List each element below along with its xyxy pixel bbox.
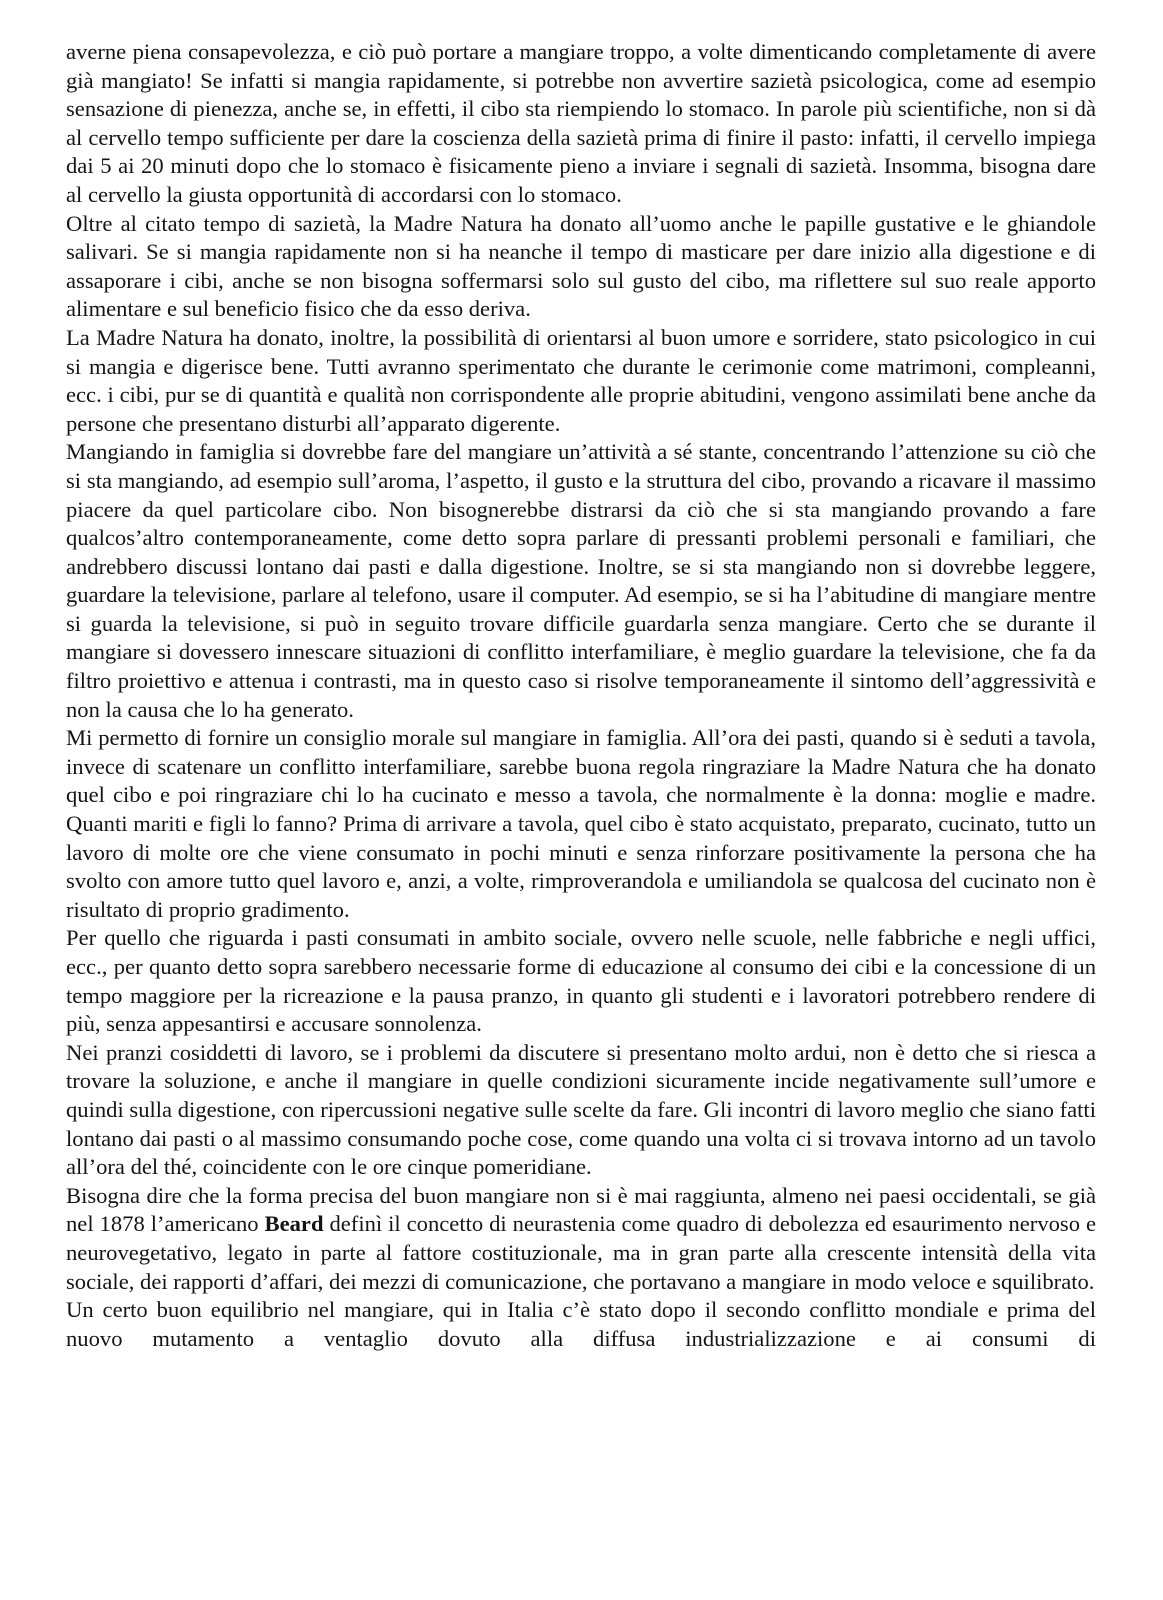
paragraph-moral-advice: Mi permetto di fornire un consiglio morale sul mangiare in famiglia. All’ora dei pasti, quando si è seduti a tavola, invece di scatenare un conflitto interfamiliare, sarebbe buona regola ringraziare la Madre Natura che ha donato quel cibo e poi ringraziare chi lo ha cucinato e messo a tavola, che normalmente è la donna: moglie e madre. Quanti mariti e figli lo fanno? Prima di arrivare a tavola, quel cibo è stato acquistato, preparato, cucinato, tutto un lavoro di molte ore che viene consumato in pochi minuti e senza rinforzare positivamente la persona che ha svolto con amore tutto quel lavoro e, anzi, a volte, rimproverandola e umiliandola se qualcosa del cucinato non è risultato di proprio gradimento. [66, 725, 1096, 922]
document-page [66, 38, 1096, 1353]
paragraph-taste-buds: Oltre al citato tempo di sazietà, la Madre Natura ha donato all’uomo anche le papille gustative e le ghiandole salivari. Se si mangia rapidamente non si ha neanche il tempo di masticare per dare inizio alla digestione e di assaporare i cibi, anche se non bisogna soffermarsi solo sul gusto del cibo, ma riflettere sul suo reale apporto alimentare e sul beneficio fisico che da esso deriva. [66, 210, 1096, 322]
paragraph-satiety: averne piena consapevolezza, e ciò può portare a mangiare troppo, a volte dimenticando completamente di avere già mangiato! Se infatti si mangia rapidamente, si potrebbe non avvertire sazietà psicologica, come ad esempio sensazione di pienezza, anche se, in effetti, il cibo sta riempiendo lo stomaco. In parole più scientifiche, non si dà al cervello tempo sufficiente per dare la coscienza della sazietà prima di finire il pasto: infatti, il cervello impiega dai 5 ai 20 minuti dopo che lo stomaco è fisicamente pieno a inviare i segnali di sazietà. Insomma, bisogna dare al cervello la giusta opportunità di accordarsi con lo stomaco. [66, 39, 1096, 207]
paragraph-italy-balance: Un certo buon equilibrio nel mangiare, qui in Italia c’è stato dopo il secondo conflitto mondiale e prima del nuovo mutamento a ventaglio dovuto alla diffusa industrializzazione e ai consumi di [66, 1297, 1096, 1351]
paragraph-work-lunches: Nei pranzi cosiddetti di lavoro, se i problemi da discutere si presentano molto ardui, non è detto che si riesca a trovare la soluzione, e anche il mangiare in quelle condizioni sicuramente incide negativamente sull’umore e quindi sulla digestione, con ripercussioni negative sulle scelte da fare. Gli incontri di lavoro meglio che siano fatti lontano dai pasti o al massimo consumando poche cose, come quando una volta ci si trovava intorno ad un tavolo all’ora del thé, coincidente con le ore cinque pomeridiane. [66, 1039, 1096, 1180]
beard-text-after: definì il concetto di neurastenia come quadro di debolezza ed esaurimento nervoso e neurovegetativo, legato in parte al fattore costituzionale, ma in gran parte alla crescente intensità della vita sociale, dei rapporti d’affari, dei mezzi di comunicazione, che portavano a mangiare in modo veloce e squilibrato. [66, 1211, 1096, 1294]
paragraph-social-meals: Per quello che riguarda i pasti consumati in ambito sociale, ovvero nelle scuole, nelle fabbriche e negli uffici, ecc., per quanto detto sopra sarebbero necessarie forme di educazione al consumo dei cibi e la concessione di un tempo maggiore per la ricreazione e la pausa pranzo, in quanto gli studenti e i lavoratori potrebbero rendere di più, senza appesantirsi e accusare sonnolenza. [66, 925, 1096, 1037]
beard-name: Beard [264, 1211, 324, 1237]
paragraph-good-mood: La Madre Natura ha donato, inoltre, la possibilità di orientarsi al buon umore e sorridere, stato psicologico in cui si mangia e digerisce bene. Tutti avranno sperimentato che durante le cerimonie come matrimoni, compleanni, ecc. i cibi, pur se di quantità e qualità non corrispondente alle proprie abitudini, vengono assimilati bene anche da persone che presentano disturbi all’apparato digerente. [66, 324, 1096, 436]
beard-text-before: Bisogna dire che la forma precisa del buon mangiare non si è mai raggiunta, almeno nei paesi occidentali, se già nel 1878 l’americano [66, 1182, 1096, 1237]
paragraph-neurasthenia [66, 1182, 1096, 1296]
paragraph-family-eating: Mangiando in famiglia si dovrebbe fare del mangiare un’attività a sé stante, concentrando l’attenzione su ciò che si sta mangiando, ad esempio sull’aroma, l’aspetto, il gusto e la struttura del cibo, provando a ricavare il massimo piacere da quel particolare cibo. Non bisognerebbe distrarsi da ciò che si sta mangiando provando a fare qualcos’altro contemporaneamente, come detto sopra parlare di pressanti problemi personali e familiari, che andrebbero discussi lontano dai pasti e dalla digestione. Inoltre, se si sta mangiando non si dovrebbe leggere, guardare la televisione, parlare al telefono, usare il computer. Ad esempio, se si ha l’abitudine di mangiare mentre si guarda la televisione, si può in seguito trovare difficile guardarla senza mangiare. Certo che se durante il mangiare si dovessero innescare situazioni di conflitto interfamiliare, è meglio guardare la televisione, che fa da filtro proiettivo e attenua i contrasti, ma in questo caso si risolve temporaneamente il sintomo dell’aggressività e non la causa che lo ha generato. [66, 439, 1096, 722]
